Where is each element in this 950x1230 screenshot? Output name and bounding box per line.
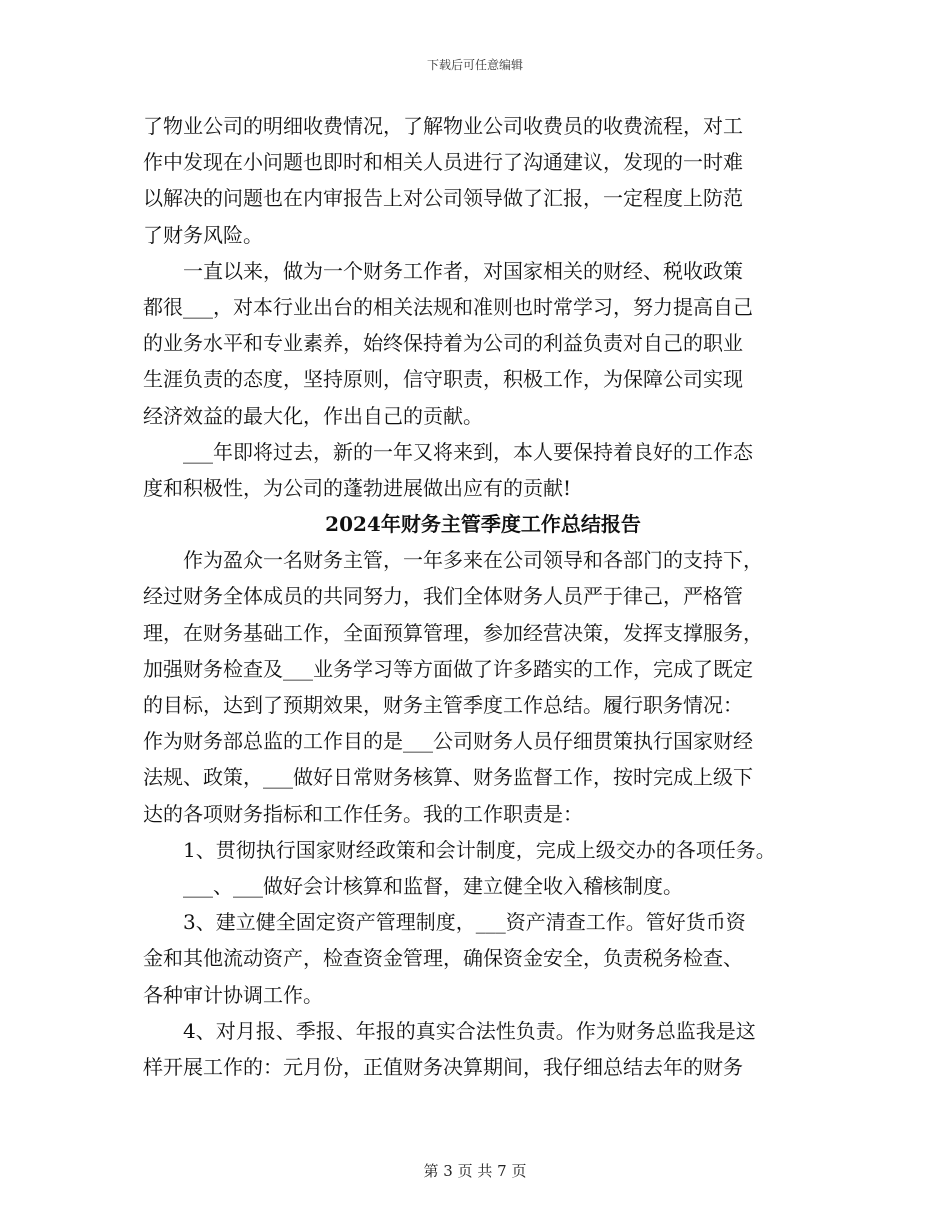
- text-line: 度和积极性，为公司的蓬勃进展做出应有的贡献!: [143, 475, 572, 500]
- document-body: [143, 108, 823, 1085]
- text-line: 都很___，对本行业出台的相关法规和准则也时常学习，努力提高自己: [143, 294, 753, 319]
- text-line: 以解决的问题也在内审报告上对公司领导做了汇报，一定程度上防范: [143, 186, 743, 211]
- text-line: 1、贯彻执行国家财经政策和会计制度，完成上级交办的各项任务。: [143, 837, 776, 862]
- text-line: 加强财务检查及___业务学习等方面做了许多踏实的工作，完成了既定: [143, 656, 753, 681]
- text-line: 各种审计协调工作。: [143, 982, 323, 1007]
- text-line: ___、___做好会计核算和监督，建立健全收入稽核制度。: [143, 873, 683, 898]
- text-line: 理，在财务基础工作，全面预算管理，参加经营决策，发挥支撑服务，: [143, 620, 763, 645]
- text-line: 一直以来，做为一个财务工作者，对国家相关的财经、税收政策: [143, 258, 743, 283]
- text-line: 生涯负责的态度，坚持原则，信守职责，积极工作，为保障公司实现: [143, 367, 743, 392]
- page-footer: 第 3 页 共 7 页: [423, 1162, 527, 1180]
- text-line: 作为盈众一名财务主管，一年多来在公司领导和各部门的支持下，: [143, 548, 763, 573]
- text-line: 了物业公司的明细收费情况，了解物业公司收费员的收费流程，对工: [143, 114, 743, 138]
- text-line: 作为财务部总监的工作目的是___公司财务人员仔细贯策执行国家财经: [143, 729, 753, 754]
- text-line: 作中发现在小问题也即时和相关人员进行了沟通建议，发现的一时难: [143, 150, 743, 175]
- text-line: ___年即将过去，新的一年又将来到，本人要保持着良好的工作态: [143, 439, 753, 464]
- text-line: 的目标，达到了预期效果，财务主管季度工作总结。履行职务情况：: [143, 693, 743, 717]
- text-line: 了财务风险。: [143, 222, 263, 247]
- text-line: 的业务水平和专业素养，始终保持着为公司的利益负责对自己的职业: [143, 331, 743, 356]
- text-line: 样开展工作的：元月份，正值财务决算期间，我仔细总结去年的财务: [143, 1054, 743, 1079]
- text-line: 经过财务全体成员的共同努力，我们全体财务人员严于律己，严格管: [143, 584, 743, 609]
- text-line: 4、对月报、季报、年报的真实合法性负责。作为财务总监我是这: [143, 1018, 756, 1043]
- page-header: 下载后可任意编辑: [426, 58, 523, 72]
- text-line: 3、建立健全固定资产管理制度，___资产清查工作。管好货币资: [143, 910, 746, 935]
- section-title: 2024年财务主管季度工作总结报告: [325, 512, 641, 537]
- text-line: 经济效益的最大化，作出自己的贡献。: [143, 403, 483, 428]
- text-line: 达的各项财务指标和工作任务。我的工作职责是：: [143, 801, 583, 826]
- text-line: 法规、政策，___做好日常财务核算、财务监督工作，按时完成上级下: [143, 765, 753, 790]
- text-line: 金和其他流动资产，检查资金管理，确保资金安全，负责税务检查、: [143, 946, 743, 971]
